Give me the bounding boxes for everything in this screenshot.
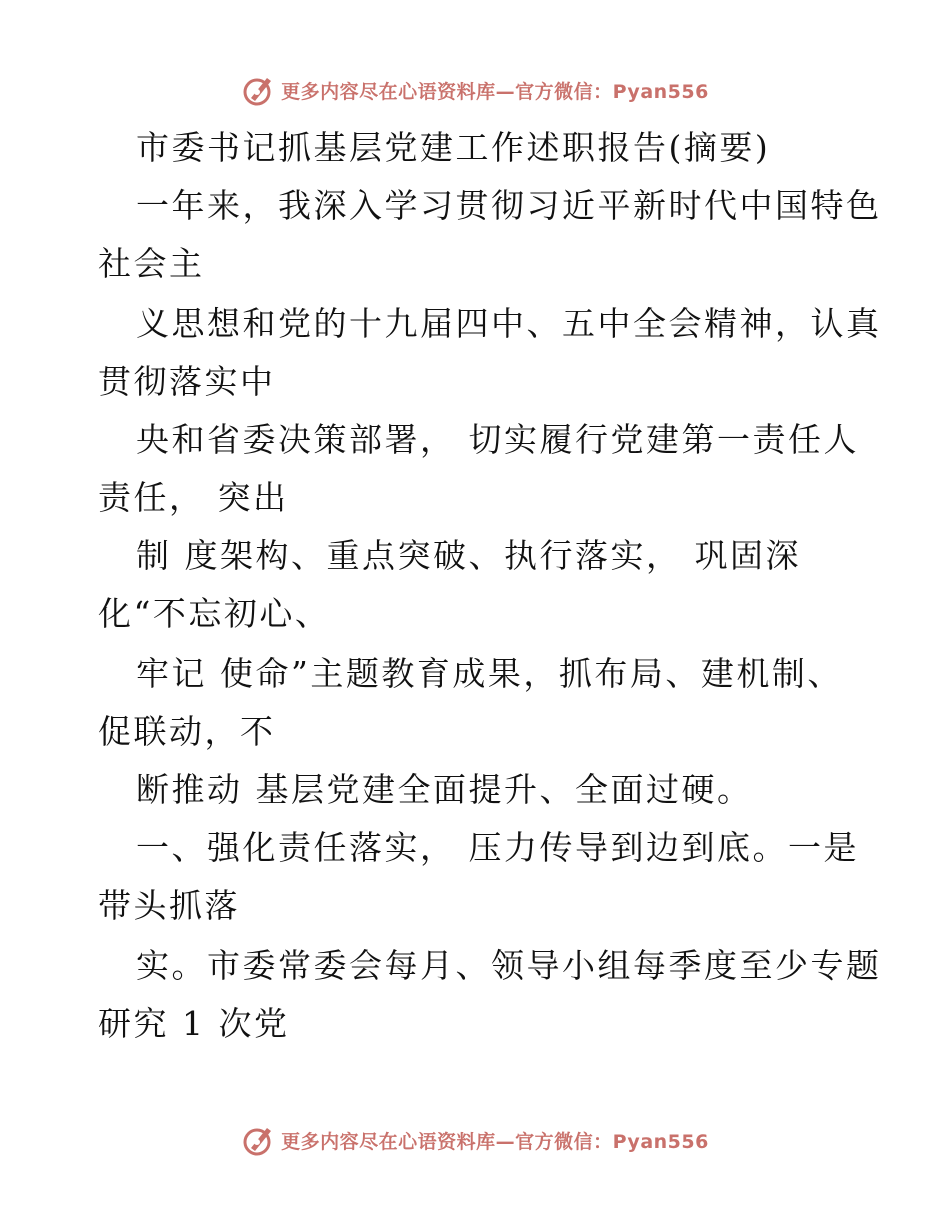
text-line: 一、强化责任落实， 压力传导到边到底。一是: [136, 828, 859, 867]
text-line: 社会主: [98, 244, 205, 283]
footer-banner: [0, 1118, 950, 1162]
text-line: 义思想和党的十九届四中、五中全会精神，认真: [136, 304, 882, 343]
text-line: 促联动，不: [98, 712, 276, 751]
text-line: 央和省委决策部署， 切实履行党建第一责任人: [136, 420, 859, 459]
text-line: 实。市委常委会每月、领导小组每季度至少专题: [136, 946, 882, 985]
text-line: 责任， 突出: [98, 478, 289, 517]
text-line: 化“不忘初心、: [98, 594, 331, 633]
text-line: 研究 1 次党: [98, 1004, 290, 1043]
text-line: 断推动 基层党建全面提升、全面过硬。: [136, 770, 753, 809]
text-line: 一年来，我深入学习贯彻习近平新时代中国特色: [136, 186, 882, 225]
text-line: 带头抓落: [98, 886, 240, 925]
text-line: 制 度架构、重点突破、执行落实， 巩固深: [136, 536, 801, 575]
quill-seal-icon: [241, 72, 277, 108]
text-line: 贯彻落实中: [98, 362, 276, 401]
quill-seal-icon: [241, 1122, 277, 1158]
banner-text: 更多内容尽在心语资料库—官方微信：Pyan556: [281, 80, 709, 103]
header-banner: [0, 68, 950, 112]
banner-text: 更多内容尽在心语资料库—官方微信：Pyan556: [281, 1130, 709, 1153]
document-title: 市委书记抓基层党建工作述职报告(摘要): [136, 128, 771, 167]
text-line: 牢记 使命”主题教育成果，抓布局、建机制、: [136, 654, 843, 693]
